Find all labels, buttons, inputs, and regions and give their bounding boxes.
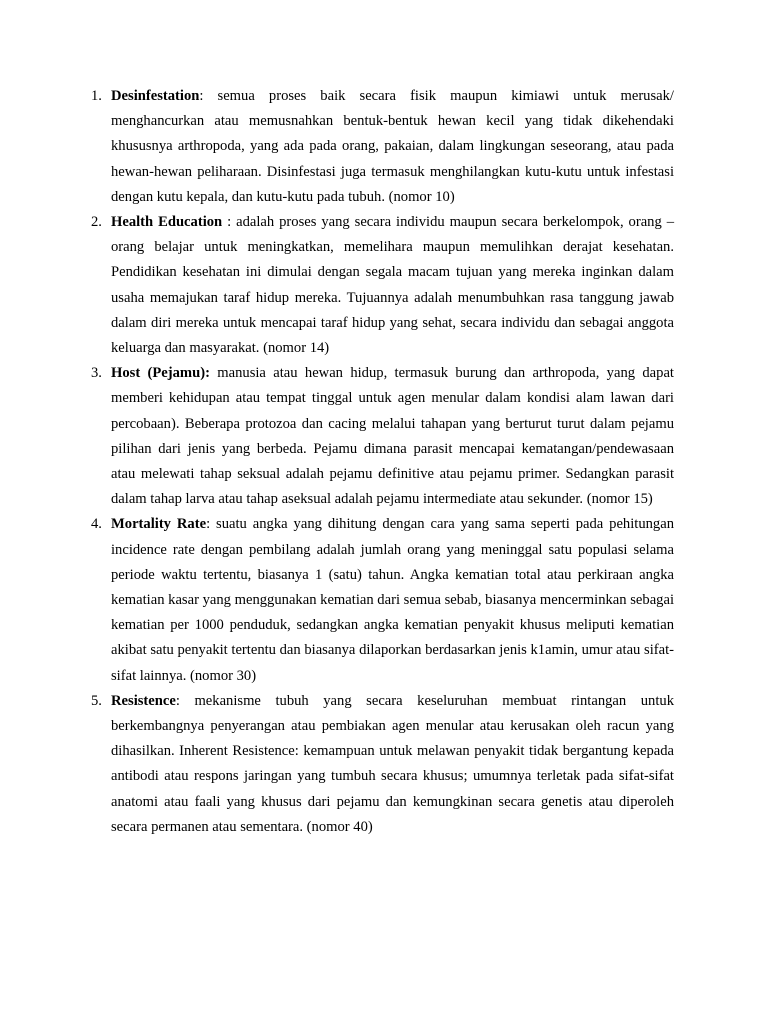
item-number: 4.	[91, 516, 102, 533]
definition-item-desinfestation	[91, 84, 674, 210]
item-number: 3.	[91, 365, 102, 382]
term-label: Resistence	[111, 692, 176, 709]
item-number: 2.	[91, 214, 102, 231]
definition-text: manusia atau hewan hidup, termasuk burung dan arthropoda, yang dapat memberi kehidupan atau tempat tinggal untuk agen menular dalam kondisi alam lawan dari percobaan). Beberapa protozoa dan cacing melalui tahapan yang berturut turut dalam pejamu pilihan dari jenis yang berbeda. Pejamu dimana parasit mencapai kematangan/pendewasaan atau melewati tahap seksual adalah pejamu definitive atau pejamu primer. Sedangkan parasit dalam tahap larva atau tahap aseksual adalah pejamu intermediate atau sekunder. (nomor 15)	[111, 365, 674, 508]
item-number: 5.	[91, 692, 102, 709]
definition-item-host	[91, 361, 674, 512]
definition-text: : adalah proses yang secara individu maupun secara berkelompok, orang – orang belajar untuk meningkatkan, memelihara maupun memulihkan derajat kesehatan. Pendidikan kesehatan ini dimulai dengan segala macam tujuan yang mereka inginkan dalam usaha memajukan taraf hidup mereka. Tujuannya adalah menumbuhkan rasa tanggung jawab dalam diri mereka untuk mencapai taraf hidup yang sehat, secara individu dan sebagai anggota keluarga dan masyarakat. (nomor 14)	[111, 214, 675, 357]
definition-list	[91, 84, 675, 840]
item-number: 1.	[91, 88, 102, 104]
term-label: Health Education	[111, 214, 223, 231]
definition-item-health-education	[91, 210, 675, 361]
term-label: Desinfestation	[111, 88, 200, 104]
definition-text: : suatu angka yang dihitung dengan cara yang sama seperti pada pehitungan incidence rate dengan pembilang adalah jumlah orang yang meninggal satu populasi selama periode waktu tertentu, biasanya 1 (satu) tahun. Angka kematian total atau perkiraan angka kematian kasar yang menggunakan kematian dari semua sebab, biasanya mencerminkan sebagai kematian per 1000 penduduk, sedangkan angka kematian penyakit khusus meliputi kematian akibat satu penyakit tertentu dan biasanya dilaporkan berdasarkan jenis k1amin, umur atau sifat-sifat lainnya. (nomor 30)	[111, 516, 675, 684]
definition-item-resistence	[91, 689, 674, 840]
definition-text: : semua proses baik secara fisik maupun kimiawi untuk merusak/ menghancurkan atau memusnahkan bentuk-bentuk hewan kecil yang tidak dikehendaki khususnya arthropoda, yang ada pada orang, pakaian, dalam lingkungan seseorang, atau pada hewan-hewan peliharaan. Disinfestasi juga termasuk menghilangkan kutu-kutu untuk infestasi dengan kutu kepala, dan kutu-kutu pada tubuh. (nomor 10)	[111, 88, 674, 205]
definition-text: : mekanisme tubuh yang secara keseluruhan membuat rintangan untuk berkembangnya penyerangan atau pembiakan agen menular atau kerusakan oleh racun yang dihasilkan. Inherent Resistence: kemampuan untuk melawan penyakit tidak bergantung kepada antibodi atau respons jaringan yang tumbuh secara khusus; umumnya terletak pada sifat-sifat anatomi atau faali yang khusus dari pejamu dan kemungkinan secara genetis atau diperoleh secara permanen atau sementara. (nomor 40)	[111, 692, 674, 835]
definition-item-mortality-rate	[91, 512, 675, 688]
term-label: Host (Pejamu):	[111, 365, 210, 382]
term-label: Mortality Rate	[111, 516, 207, 533]
